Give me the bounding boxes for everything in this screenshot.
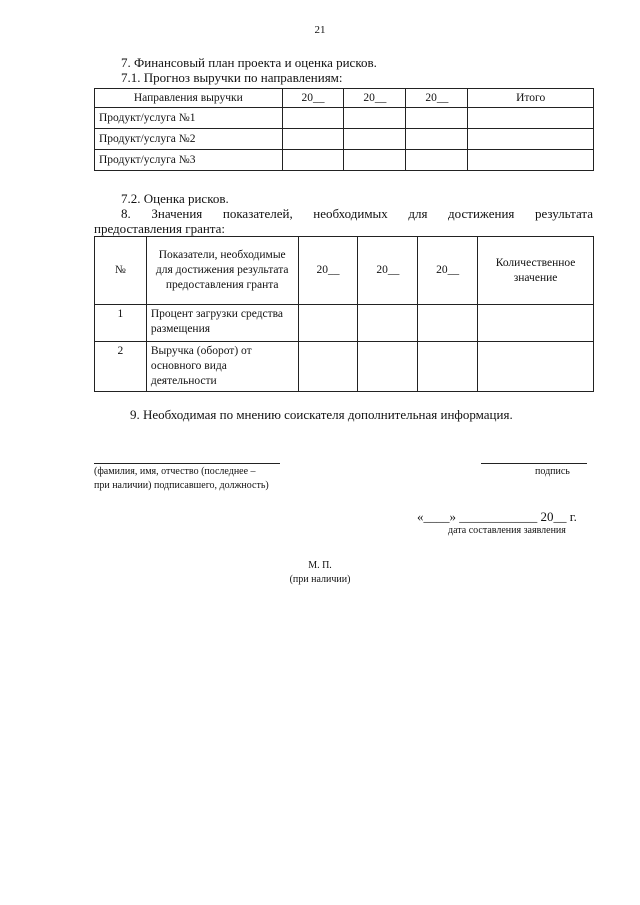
table-cell — [418, 305, 478, 342]
table-cell — [282, 150, 344, 171]
stamp-label: М. П. — [308, 560, 332, 571]
table-cell — [478, 342, 594, 392]
header-cell: 20__ — [298, 237, 358, 305]
table-cell — [298, 305, 358, 342]
table-row — [95, 108, 594, 129]
table-cell: Продукт/услуга №1 — [95, 108, 283, 129]
header-cell: Направления выручки — [95, 89, 283, 108]
table-cell: Продукт/услуга №3 — [95, 150, 283, 171]
table-cell — [344, 108, 406, 129]
table-header-row — [95, 237, 594, 305]
section-9-heading: 9. Необходимая по мнению соискателя дополнительная информация. — [130, 407, 513, 422]
stamp-caption: (при наличии) — [289, 574, 351, 585]
header-cell: 20__ — [418, 237, 478, 305]
header-cell: 20__ — [406, 89, 468, 108]
name-caption-line1: (фамилия, имя, отчество (последнее – — [94, 466, 256, 477]
table-cell — [282, 108, 344, 129]
signature-line — [481, 463, 587, 464]
table-cell: Процент загрузки средства размещения — [146, 305, 298, 342]
header-cell: 20__ — [358, 237, 418, 305]
header-cell: Показатели, необходимые для достижения результата предоставления гранта — [146, 237, 298, 305]
table-cell — [406, 150, 468, 171]
table-cell — [468, 129, 594, 150]
section-7-1-heading: 7.1. Прогноз выручки по направлениям: — [121, 70, 343, 85]
table-row — [95, 305, 594, 342]
indicators-table — [94, 236, 594, 392]
table-cell — [468, 108, 594, 129]
header-cell: Итого — [468, 89, 594, 108]
header-cell: № — [95, 237, 147, 305]
table-cell: 2 — [95, 342, 147, 392]
name-caption-line2: при наличии) подписавшего, должность) — [94, 480, 269, 491]
revenue-forecast-table — [94, 88, 594, 171]
table-row — [95, 129, 594, 150]
table-cell — [282, 129, 344, 150]
section-8-heading-continued: предоставления гранта: — [94, 221, 226, 236]
date-caption: дата составления заявления — [448, 525, 566, 536]
section-7-2-heading: 7.2. Оценка рисков. — [121, 191, 229, 206]
date-line: «____» ____________ 20__ г. — [417, 509, 577, 524]
name-signature-line — [94, 463, 280, 464]
table-cell: Выручка (оборот) от основного вида деятельности — [146, 342, 298, 392]
table-cell — [344, 150, 406, 171]
signature-caption: подпись — [535, 466, 570, 477]
table-cell — [406, 108, 468, 129]
table-cell — [418, 342, 478, 392]
table-cell: 1 — [95, 305, 147, 342]
table-cell — [468, 150, 594, 171]
page-number: 21 — [314, 24, 326, 36]
table-cell — [478, 305, 594, 342]
table-row — [95, 150, 594, 171]
table-header-row — [95, 89, 594, 108]
header-cell: 20__ — [344, 89, 406, 108]
table-cell: Продукт/услуга №2 — [95, 129, 283, 150]
table-cell — [358, 305, 418, 342]
header-cell: Количественное значение — [478, 237, 594, 305]
table-cell — [298, 342, 358, 392]
section-8-heading: 8. Значения показателей, необходимых для достижения результата — [121, 206, 593, 221]
section-7-heading: 7. Финансовый план проекта и оценка рисков. — [121, 55, 377, 70]
table-cell — [406, 129, 468, 150]
table-cell — [344, 129, 406, 150]
table-cell — [358, 342, 418, 392]
table-row — [95, 342, 594, 392]
header-cell: 20__ — [282, 89, 344, 108]
